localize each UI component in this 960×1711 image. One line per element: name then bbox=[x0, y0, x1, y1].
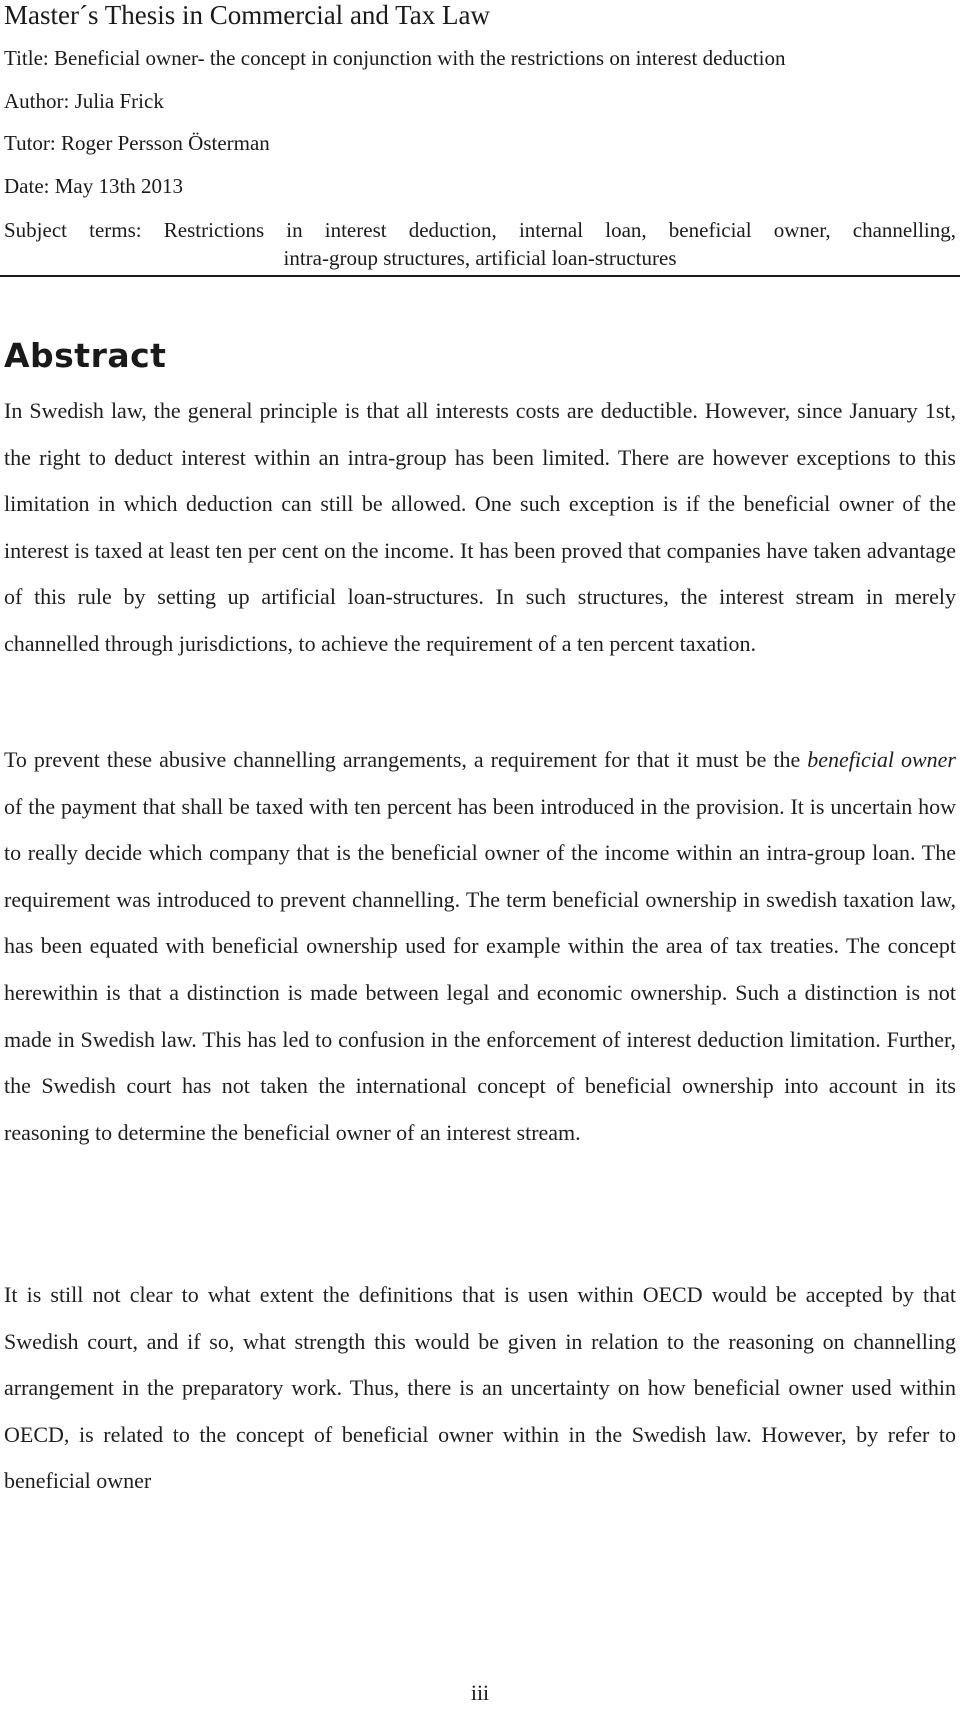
thesis-title-line: Title: Beneficial owner- the concept in conjunction with the restrictions on interest deduction bbox=[4, 46, 786, 70]
subject-terms-line-2: intra-group structures, artificial loan-structures bbox=[283, 246, 677, 270]
abstract-heading: Abstract bbox=[4, 336, 167, 375]
abstract-paragraph-3: It is still not clear to what extent the definitions that is usen within OECD would be accepted by that Swedish court, and if so, what strength this would be given in relation to the reasoning on channelling arrangement in the preparatory work. Thus, there is an uncertainty on how beneficial owner used within OECD, is related to the concept of beneficial owner within in the Swedish law. However, by refer to beneficial owner bbox=[4, 1282, 956, 1494]
thesis-header bbox=[4, 0, 956, 270]
beneficial-owner-italic-term: beneficial owner bbox=[807, 747, 956, 772]
subject-terms-line-1: Subject terms: Restrictions in interest deduction, internal loan, beneficial owner, channelling, bbox=[4, 218, 956, 242]
paragraph-2-text-start: To prevent these abusive channelling arrangements, a requirement for that it must be the bbox=[4, 747, 808, 772]
abstract-paragraph-1: In Swedish law, the general principle is that all interests costs are deductible. However, since January 1st, the right to deduct interest within an intra-group has been limited. There are however exceptions to this limitation in which deduction can still be allowed. One such exception is if the beneficial owner of the interest is taxed at least ten per cent on the income. It has been proved that companies have taken advantage of this rule by setting up artificial loan-structures. In such structures, the interest stream in merely channelled through jurisdictions, to achieve the requirement of a ten percent taxation. bbox=[4, 398, 956, 656]
thesis-program-title: Master´s Thesis in Commercial and Tax Law bbox=[4, 0, 490, 30]
date-line: Date: May 13th 2013 bbox=[4, 174, 184, 198]
header-divider bbox=[0, 275, 960, 277]
paragraph-2-text-end: of the payment that shall be taxed with ten percent has been introduced in the provision. It is uncertain how to really decide which company that is the beneficial owner of the income within an intra-group loan. The requirement was introduced to prevent channelling. The term beneficial ownership in swedish taxation law, has been equated with beneficial ownership used for example within the area of tax treaties. The concept herewithin is that a distinction is made between legal and economic ownership. Such a distinction is not made in Swedish law. This has led to confusion in the enforcement of interest deduction limitation. Further, the Swedish court has not taken the international concept of beneficial ownership into account in its reasoning to determine the beneficial owner of an interest stream. bbox=[4, 793, 956, 1145]
abstract-paragraph-2 bbox=[4, 737, 956, 1156]
page-number: iii bbox=[470, 1680, 490, 1705]
tutor-line: Tutor: Roger Persson Österman bbox=[4, 131, 270, 155]
author-line: Author: Julia Frick bbox=[4, 89, 164, 113]
